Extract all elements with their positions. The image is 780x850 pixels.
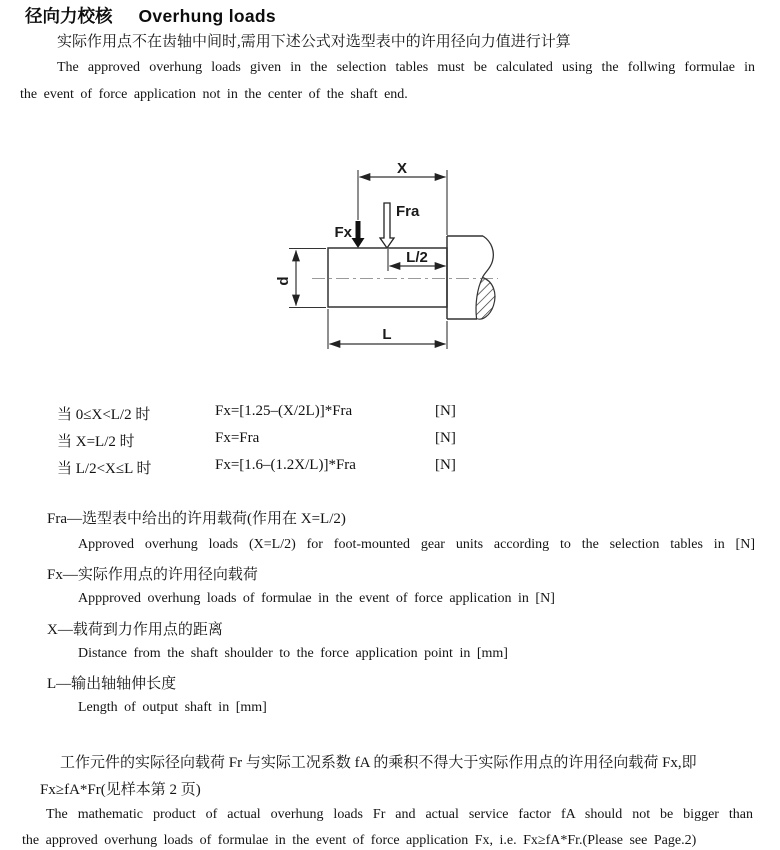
dim-l2-label: L/2 [406, 249, 428, 266]
definition-term-l-en: Length of output shaft in [mm] [78, 700, 267, 715]
definition-term-x-zh: X—载荷到力作用点的距离 [47, 622, 223, 638]
formula-unit: [N] [435, 457, 456, 473]
definition-term-fx-zh: Fx—实际作用点的许用径向载荷 [47, 567, 258, 583]
note-zh-line1: 工作元件的实际径向载荷 Fr 与实际工况系数 fA 的乘积不得大于实际作用点的许用径向载荷 Fx,即 [60, 755, 697, 771]
intro-paragraph-en-line2: the event of force application not in the center of the shaft end. [20, 87, 408, 102]
formula-condition: 当 X=L/2 时 [57, 434, 135, 450]
intro-paragraph-zh: 实际作用点不在齿轴中间时,需用下述公式对选型表中的许用径向力值进行计算 [57, 34, 571, 50]
formula-unit: [N] [435, 403, 456, 419]
formula-condition: 当 0≤X<L/2 时 [57, 407, 151, 423]
formula-expression: Fx=[1.6–(1.2X/L)]*Fra [215, 457, 356, 473]
fx-label: Fx [334, 224, 352, 241]
formula-row [0, 430, 780, 452]
definition-term-l-zh: L—输出轴轴伸长度 [47, 676, 177, 692]
formula-expression: Fx=Fra [215, 430, 260, 446]
fra-force-arrow [380, 203, 394, 248]
intro-paragraph-en-line1: The approved overhung loads given in the selection tables must be calculated using the follwing formulae in [57, 60, 755, 75]
formula-condition: 当 L/2<X≤L 时 [57, 461, 152, 477]
shaft-diagram [275, 155, 510, 360]
dim-l-label: L [382, 326, 392, 343]
note-en-line2: the approved overhung loads of formulae in the event of force application Fx, i.e. Fx≥fA*Fr.(Please see Page.2) [22, 833, 697, 848]
definition-term-fra-zh: Fra—选型表中给出的许用载荷(作用在 X=L/2) [47, 511, 346, 527]
note-en-line1: The mathematic product of actual overhung loads Fr and actual service factor fA should not be bigger than [46, 807, 753, 822]
dim-x-label: X [396, 160, 408, 177]
formula-row [0, 403, 780, 425]
formula-expression: Fx=[1.25–(X/2L)]*Fra [215, 403, 353, 419]
housing-break-curve [483, 236, 494, 278]
definition-term-x-en: Distance from the shaft shoulder to the force application point in [mm] [78, 646, 508, 661]
note-zh-line2: Fx≥fA*Fr(见样本第 2 页) [40, 782, 201, 798]
fx-force-arrow [352, 221, 365, 248]
fra-label: Fra [396, 203, 420, 220]
page-title-zh: 径向力校核 [25, 6, 113, 26]
definition-term-fra-en: Approved overhung loads (X=L/2) for foot-mounted gear units according to the selection tables in [N] [78, 537, 755, 552]
housing-hatched-section [476, 278, 495, 320]
definition-term-fx-en: Appproved overhung loads of formulae in the event of force application in [N] [78, 591, 555, 606]
formula-unit: [N] [435, 430, 456, 446]
page-title [25, 3, 276, 28]
page-title-en: Overhung loads [138, 6, 276, 26]
dim-d-label: d [275, 276, 292, 286]
formula-row [0, 457, 780, 479]
